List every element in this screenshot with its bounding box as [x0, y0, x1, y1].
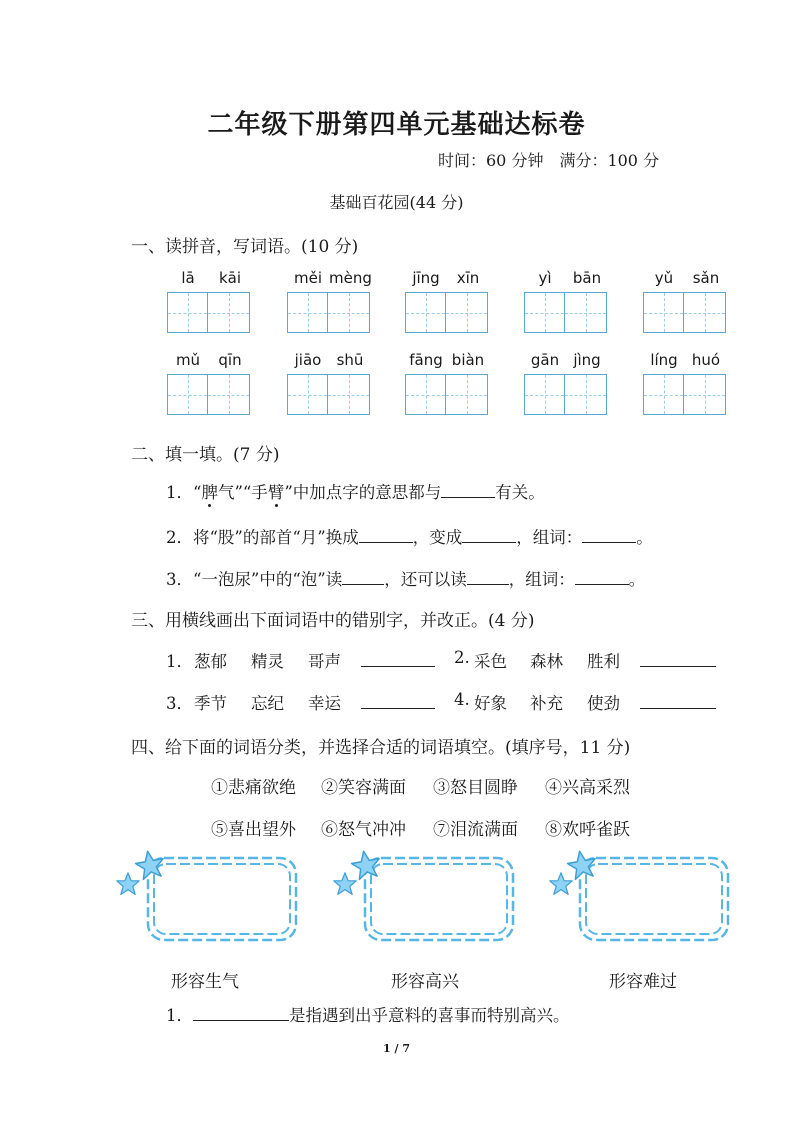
q2-item3-text: ，组词：	[508, 570, 575, 589]
category-box-happy[interactable]	[365, 858, 513, 940]
dotted-char: 臂	[267, 483, 285, 502]
writing-grid	[524, 374, 607, 415]
pinyin-syllable: huó	[691, 351, 721, 369]
q3-word: 使劲	[587, 694, 620, 713]
q2-item3-text: ，还可以读	[384, 570, 467, 589]
writing-cell[interactable]	[684, 292, 726, 333]
category-box-angry[interactable]	[148, 858, 296, 940]
pinyin-syllable: lā	[181, 269, 195, 287]
dotted-char: 脾	[201, 483, 218, 502]
q4-heading: 四、给下面的词语分类，并选择合适的词语填空。(填序号，11 分)	[131, 738, 631, 758]
pinyin-syllable: jiāo	[294, 351, 322, 369]
star-icon	[334, 873, 356, 895]
q3-heading: 三、用横线画出下面词语中的错别字，并改正。(4 分)	[131, 611, 535, 631]
pinyin-syllable: sǎn	[692, 269, 720, 287]
star-icon	[117, 873, 139, 895]
writing-cell[interactable]	[167, 292, 208, 333]
q3-word: 补充	[530, 694, 563, 713]
writing-cell[interactable]	[684, 374, 726, 415]
writing-grid	[287, 374, 370, 415]
pinyin-syllable: měi	[293, 269, 322, 287]
writing-grid	[643, 292, 726, 333]
answer-blank[interactable]	[467, 584, 509, 585]
q3-word: 森林	[530, 652, 563, 671]
q4-fill-num: 1．	[166, 1006, 193, 1025]
q2-item1-text: “	[193, 483, 202, 502]
word-option: ⑦泪流满面	[433, 820, 518, 840]
writing-cell[interactable]	[167, 374, 208, 415]
writing-cell[interactable]	[524, 292, 565, 333]
q3-word: 季节	[194, 694, 227, 713]
q2-item2-text: ，变成	[412, 528, 463, 547]
q2-item3	[166, 566, 645, 590]
category-boxes	[0, 838, 793, 958]
word-option: ②笑容满面	[321, 778, 406, 798]
q4-fill-1	[166, 1002, 570, 1026]
q3-word: 好象	[474, 694, 507, 713]
pinyin-syllable: biàn	[451, 351, 485, 369]
writing-cell[interactable]	[565, 374, 607, 415]
q2-item3-text: 。	[628, 570, 646, 589]
q2-item1-text: “手	[242, 483, 268, 502]
writing-cell[interactable]	[208, 292, 250, 333]
writing-cell[interactable]	[405, 292, 446, 333]
q2-heading: 二、填一填。(7 分)	[131, 445, 280, 465]
writing-cell[interactable]	[643, 292, 684, 333]
q3-word: 采色	[474, 652, 507, 671]
q2-item1-text: 有关。	[495, 483, 545, 502]
time-score-info: 时间：60 分钟 满分：100 分	[438, 151, 660, 170]
word-option: ③怒目圆睁	[433, 778, 518, 798]
word-option: ⑧欢呼雀跃	[545, 820, 630, 840]
q2-item1-text: 气”	[217, 483, 243, 502]
q3-word: 哥声	[308, 652, 341, 671]
q3-word: 忘纪	[251, 694, 284, 713]
pinyin-syllable: mǔ	[175, 351, 201, 369]
answer-blank[interactable]	[359, 542, 413, 543]
answer-blank[interactable]	[342, 584, 384, 585]
q2-item2	[166, 524, 653, 548]
q4-fill-text: 是指遇到出乎意料的喜事而特别高兴。	[289, 1006, 570, 1025]
writing-cell[interactable]	[446, 374, 488, 415]
category-box-sad[interactable]	[580, 858, 728, 940]
pinyin-syllable: kāi	[218, 269, 242, 287]
writing-grid	[405, 374, 488, 415]
q3-num-1: 1．	[166, 652, 193, 671]
q2-item1-num: 1．	[166, 483, 193, 502]
answer-blank[interactable]	[582, 542, 636, 543]
pinyin-syllable: shū	[336, 351, 364, 369]
q2-item1	[166, 479, 545, 503]
q1-heading: 一、读拼音，写词语。(10 分)	[131, 237, 359, 257]
pinyin-syllable: gān	[530, 351, 560, 369]
page-number: 1 / 7	[383, 1042, 410, 1055]
writing-grid	[643, 374, 726, 415]
word-option: ⑤喜出望外	[211, 820, 296, 840]
pinyin-syllable: mèng	[329, 269, 372, 287]
answer-blank[interactable]	[441, 497, 495, 498]
answer-blank[interactable]	[361, 648, 435, 667]
writing-cell[interactable]	[328, 292, 370, 333]
writing-grid	[287, 292, 370, 333]
q2-item1-text: ”中加点字的意思都与	[284, 483, 442, 502]
writing-cell[interactable]	[208, 374, 250, 415]
q2-item2-text: 。	[636, 528, 653, 547]
writing-grid	[405, 292, 488, 333]
answer-blank[interactable]	[462, 542, 516, 543]
word-option: ⑥怒气冲冲	[321, 820, 406, 840]
word-option: ①悲痛欲绝	[211, 778, 296, 798]
answer-blank[interactable]	[361, 690, 435, 709]
section-heading: 基础百花园(44 分)	[329, 193, 464, 212]
pinyin-syllable: qīn	[218, 351, 242, 369]
writing-grid	[167, 374, 250, 415]
box-label-happy: 形容高兴	[391, 972, 459, 992]
pinyin-syllable: líng	[650, 351, 678, 369]
answer-blank[interactable]	[640, 648, 716, 667]
writing-cell[interactable]	[287, 374, 328, 415]
pinyin-syllable: yì	[538, 269, 552, 287]
q3-num-2: 2.	[454, 648, 470, 667]
writing-cell[interactable]	[328, 374, 370, 415]
q3-word: 葱郁	[194, 652, 227, 671]
writing-cell[interactable]	[524, 374, 565, 415]
box-label-angry: 形容生气	[171, 972, 239, 992]
q3-num-3: 3．	[166, 694, 193, 713]
writing-cell[interactable]	[405, 374, 446, 415]
pinyin-syllable: yǔ	[654, 269, 674, 287]
pinyin-syllable: xīn	[456, 269, 480, 287]
q2-item3-text: 3．“一泡尿”中的“泡”读	[166, 570, 343, 589]
pinyin-syllable: fāng	[409, 351, 443, 369]
pinyin-syllable: jìng	[573, 351, 601, 369]
box-label-sad: 形容难过	[609, 972, 677, 992]
q3-word: 胜利	[587, 652, 620, 671]
writing-cell[interactable]	[287, 292, 328, 333]
q3-num-4: 4.	[454, 690, 470, 709]
pinyin-syllable: bān	[572, 269, 602, 287]
answer-blank[interactable]	[193, 1020, 289, 1021]
q3-word: 精灵	[251, 652, 284, 671]
q2-item2-text: ，组词：	[516, 528, 583, 547]
word-option: ④兴高采烈	[545, 778, 630, 798]
writing-grid	[524, 292, 607, 333]
answer-blank[interactable]	[575, 584, 629, 585]
pinyin-syllable: jīng	[412, 269, 440, 287]
q3-word: 幸运	[308, 694, 341, 713]
page-title: 二年级下册第四单元基础达标卷	[207, 110, 586, 140]
writing-grid	[167, 292, 250, 333]
writing-cell[interactable]	[643, 374, 684, 415]
answer-blank[interactable]	[640, 690, 716, 709]
writing-cell[interactable]	[446, 292, 488, 333]
writing-cell[interactable]	[565, 292, 607, 333]
q2-item2-text: 2．将“股”的部首“月”换成	[166, 528, 359, 547]
star-icon	[550, 873, 572, 895]
